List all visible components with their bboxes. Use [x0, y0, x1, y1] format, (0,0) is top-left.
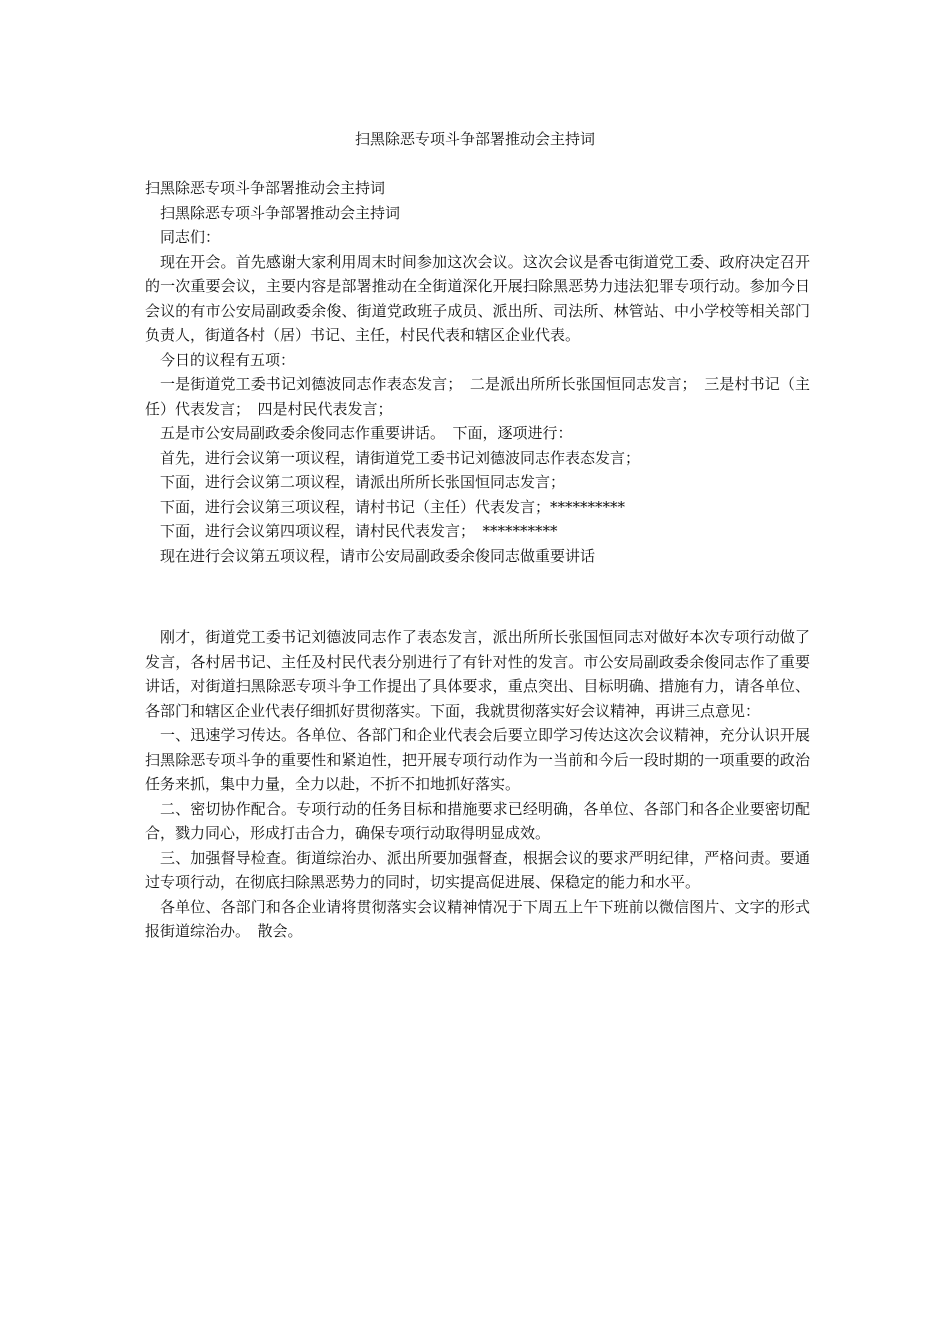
paragraph-item-three: 下面，进行会议第三项议程，请村书记（主任）代表发言；********** — [160, 497, 626, 516]
paragraph-item-five: 现在进行会议第五项议程，请市公安局副政委余俊同志做重要讲话 — [160, 546, 596, 565]
paragraph-item-four: 下面，进行会议第四项议程，请村民代表发言； ********** — [160, 522, 558, 540]
opening-section — [145, 176, 810, 568]
closing-section — [145, 625, 810, 944]
paragraph-point-three: 三、加强督导检查。街道综治办、派出所要加强督查，根据会议的要求严明纪律，严格问责。要通过专项行动，在彻底扫除黑恶势力的同时，切实提高促进展、保稳定的能力和水平。 — [145, 848, 810, 891]
paragraph-agenda-items: 一是街道党工委书记刘德波同志作表态发言； 二是派出所所长张国恒同志发言； 三是村书记（主任）代表发言； 四是村民代表发言； — [145, 375, 810, 418]
paragraph-greeting: 同志们： — [160, 228, 221, 246]
paragraph-heading: 扫黑除恶专项斗争部署推动会主持词 — [145, 179, 386, 197]
paragraph-item-two: 下面，进行会议第二项议程，请派出所所长张国恒同志发言； — [160, 473, 566, 491]
paragraph-agenda-intro: 今日的议程有五项： — [160, 350, 296, 369]
paragraph-point-one: 一、迅速学习传达。各单位、各部门和企业代表会后要立即学习传达这次会议精神，充分认识开展扫黑除恶专项斗争的重要性和紧迫性，把开展专项行动作为一当前和今后一段时期的一项重要的政治任务来抓，集中力量，全力以赴，不折不扣地抓好落实。 — [145, 726, 810, 793]
paragraph-summary: 刚才，街道党工委书记刘德波同志作了表态发言，派出所所长张国恒同志对做好本次专项行动做了发言，各村居书记、主任及村民代表分别进行了有针对性的发言。市公安局副政委余俊同志作了重要讲话，对街道扫黑除恶专项斗争工作提出了具体要求，重点突出、目标明确、措施有力，请各单位、各部门和辖区企业代表仔细抓好贯彻落实。下面，我就贯彻落实好会议精神，再讲三点意见： — [145, 628, 810, 720]
paragraph-opening: 现在开会。首先感谢大家利用周末时间参加这次会议。这次会议是香屯街道党工委、政府决定召开的一次重要会议，主要内容是部署推动在全街道深化开展扫除黑恶势力违法犯罪专项行动。参加今日会议的有市公安局副政委余俊、街道党政班子成员、派出所、司法所、林管站、中小学校等相关部门负责人，街道各村（居）书记、主任，村民代表和辖区企业代表。 — [145, 252, 810, 344]
paragraph-subheading: 扫黑除恶专项斗争部署推动会主持词 — [160, 203, 401, 222]
paragraph-item-one: 首先，进行会议第一项议程，请街道党工委书记刘德波同志作表态发言； — [160, 448, 641, 467]
paragraph-closing: 各单位、各部门和各企业请将贯彻落实会议精神情况于下周五上午下班前以微信图片、文字的形式报街道综治办。 散会。 — [145, 897, 810, 940]
paragraph-agenda-item-five: 五是市公安局副政委余俊同志作重要讲话。 下面，逐项进行： — [160, 424, 573, 442]
document-title: 扫黑除恶专项斗争部署推动会主持词 — [354, 130, 595, 148]
paragraph-point-two: 二、密切协作配合。专项行动的任务目标和措施要求已经明确，各单位、各部门和各企业要密切配合，戮力同心，形成打击合力，确保专项行动取得明显成效。 — [145, 799, 810, 842]
